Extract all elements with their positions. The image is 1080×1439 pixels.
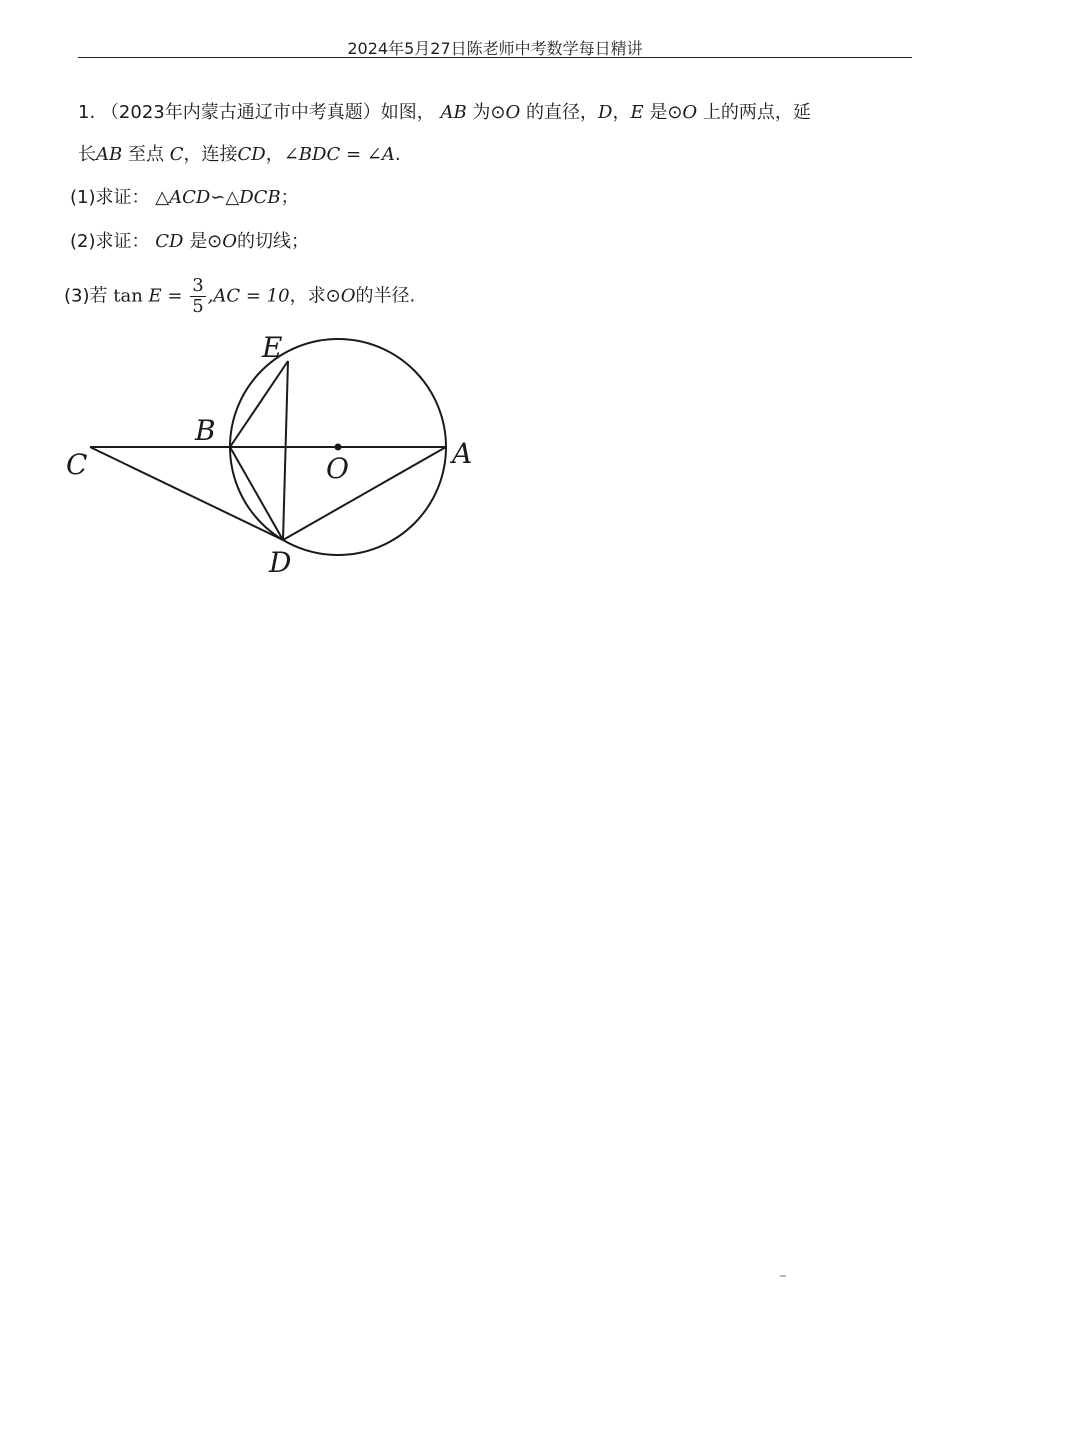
q2-end: 的切线； — [237, 231, 310, 252]
q3-label: (3)若 — [64, 285, 108, 307]
math-o: O — [505, 102, 521, 123]
text-line2-prefix: 长 — [78, 144, 96, 165]
segment-bd — [230, 447, 283, 540]
text-period: . — [394, 144, 401, 165]
problem-intro: 如图， — [380, 102, 435, 123]
text-comma: ， — [612, 102, 631, 123]
center-point-o — [335, 444, 342, 451]
page-header-title: 2024年5月27日陈老师中考数学每日精讲 — [347, 39, 643, 58]
label-o: O — [326, 452, 349, 485]
q1-math: △ACD∽△DCB — [155, 187, 281, 208]
text-diameter: 的直径， — [520, 102, 599, 123]
text-to-point: 至点 — [122, 144, 164, 165]
math-e: E — [630, 102, 644, 123]
text-comma2: ， — [265, 144, 284, 165]
label-e: E — [262, 331, 283, 364]
q2-cd: CD — [155, 231, 184, 252]
q3-tan: tan — [113, 285, 143, 307]
label-b: B — [195, 414, 216, 447]
segment-da — [283, 447, 446, 540]
q1-end: ； — [280, 187, 299, 208]
math-angle-eq: ∠BDC = ∠A — [283, 144, 395, 165]
q3-numerator: 3 — [192, 275, 204, 296]
label-d: D — [269, 546, 292, 579]
math-cd: CD — [237, 144, 266, 165]
problem-line-2 — [78, 143, 401, 167]
q1-label: (1)求证： — [70, 187, 150, 208]
q2-o: O — [222, 231, 238, 252]
math-ab: AB — [440, 102, 467, 123]
math-ab2: AB — [96, 144, 123, 165]
math-o2: O — [682, 102, 698, 123]
question-2 — [70, 230, 309, 254]
q3-eq: = — [161, 285, 189, 307]
q2-text: 是⊙ — [189, 231, 223, 252]
q3-e: E — [148, 285, 162, 307]
q3-denominator: 5 — [192, 296, 204, 317]
q3-end: 的半径. — [355, 285, 416, 307]
segment-cd — [90, 447, 283, 540]
problem-line-1 — [78, 101, 811, 125]
question-1 — [70, 186, 299, 210]
q3-ac: ,AC = 10 — [207, 285, 290, 307]
q3-o: O — [340, 285, 356, 307]
problem-source: （2023年内蒙古通辽市中考真题） — [100, 102, 381, 123]
text-is-diameter: 为⊙ — [466, 102, 506, 123]
label-a: A — [452, 437, 473, 470]
question-3 — [64, 276, 415, 317]
math-d: D — [598, 102, 613, 123]
scan-speck — [780, 1275, 786, 1277]
text-two-points: 上的两点，延 — [697, 102, 811, 123]
text-connect: ，连接 — [183, 144, 238, 165]
segment-ed — [283, 361, 288, 540]
geometry-figure — [60, 330, 500, 580]
label-c: C — [66, 448, 88, 481]
q2-label: (2)求证： — [70, 231, 150, 252]
text-on-circle: 是⊙ — [643, 102, 683, 123]
header-rule — [78, 57, 912, 58]
problem-number: 1. — [78, 102, 96, 123]
math-c: C — [169, 144, 184, 165]
q3-text: ，求⊙ — [289, 285, 341, 307]
q3-fraction — [190, 276, 205, 317]
